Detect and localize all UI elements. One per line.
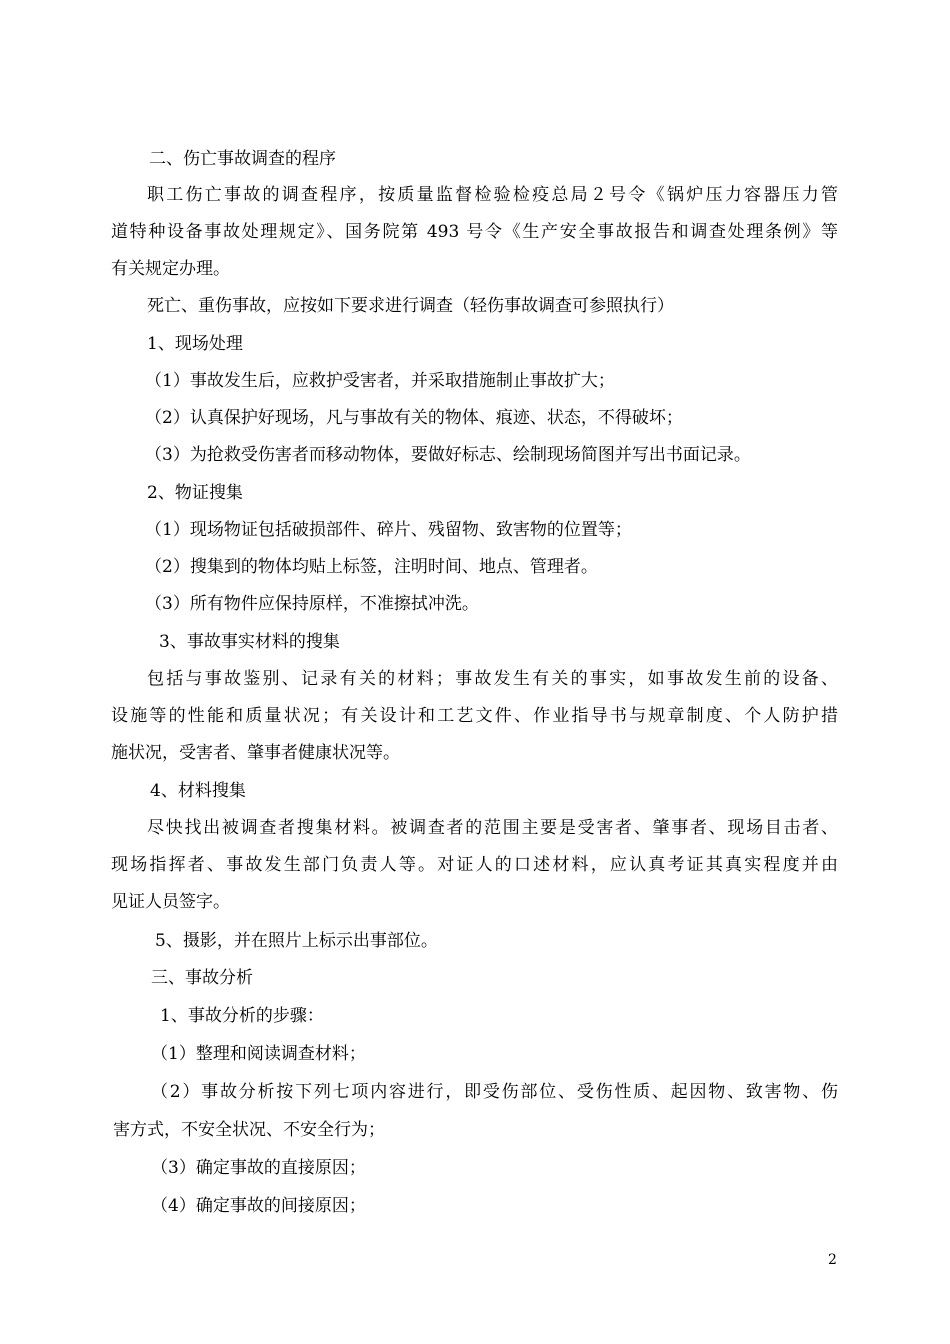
list-item-continuation: 害方式，不安全状况、不安全行为；	[113, 1120, 385, 1140]
page-number: 2	[828, 1252, 837, 1268]
subheading-analysis-steps: 1、事故分析的步骤：	[160, 1006, 324, 1026]
paragraph-line: 职工伤亡事故的调查程序，按质量监督检验检疫总局２号令《锅炉压力容器压力管	[147, 185, 838, 205]
section-heading-analysis: 三、事故分析	[151, 968, 253, 988]
section-heading-procedure: 二、伤亡事故调查的程序	[149, 149, 336, 169]
list-item: （2）事故分析按下列七项内容进行，即受伤部位、受伤性质、起因物、致害物、伤	[151, 1082, 838, 1102]
paragraph-line: 有关规定办理。	[111, 259, 230, 279]
list-item: （1）整理和阅读调查材料；	[151, 1044, 366, 1064]
subheading-scene-handling: 1、现场处理	[147, 334, 243, 354]
paragraph-line: 死亡、重伤事故，应按如下要求进行调查（轻伤事故调查可参照执行）	[147, 296, 674, 316]
list-item: （3）所有物件应保持原样，不准擦拭冲洗。	[145, 594, 479, 614]
list-item: （1）现场物证包括破损部件、碎片、残留物、致害物的位置等；	[145, 520, 632, 540]
paragraph-line: 尽快找出被调查者搜集材料。被调查者的范围主要是受害者、肇事者、现场目击者、	[147, 818, 838, 838]
list-item: （2）搜集到的物体均贴上标签，注明时间、地点、管理者。	[145, 557, 598, 577]
paragraph-line: 设施等的性能和质量状况；有关设计和工艺文件、作业指导书与规章制度、个人防护措	[111, 706, 838, 726]
list-item: （1）事故发生后，应救护受害者，并采取措施制止事故扩大；	[145, 371, 615, 391]
list-item: （3）为抢救受伤害者而移动物体，要做好标志、绘制现场简图并写出书面记录。	[145, 445, 751, 465]
paragraph-line: 包括与事故鉴别、记录有关的材料；事故发生有关的事实，如事故发生前的设备、	[147, 669, 838, 689]
list-item: （2）认真保护好现场，凡与事故有关的物体、痕迹、状态，不得破坏；	[145, 408, 683, 428]
paragraph-line: 现场指挥者、事故发生部门负责人等。对证人的口述材料，应认真考证其真实程度并由	[111, 855, 838, 875]
subheading-evidence-collection: 2、物证搜集	[147, 483, 243, 503]
paragraph-line: 道特种设备事故处理规定》、国务院第 493 号令《生产安全事故报告和调查处理条例》等	[111, 222, 838, 242]
subheading-fact-materials: 3、事故事实材料的搜集	[159, 632, 340, 652]
subheading-photography: 5、摄影，并在照片上标示出事部位。	[155, 931, 438, 951]
paragraph-line: 见证人员签字。	[111, 892, 230, 912]
list-item: （4）确定事故的间接原因；	[151, 1196, 366, 1216]
paragraph-line: 施状况，受害者、肇事者健康状况等。	[111, 743, 400, 763]
subheading-material-collection: 4、材料搜集	[150, 781, 246, 801]
list-item: （3）确定事故的直接原因；	[151, 1158, 366, 1178]
